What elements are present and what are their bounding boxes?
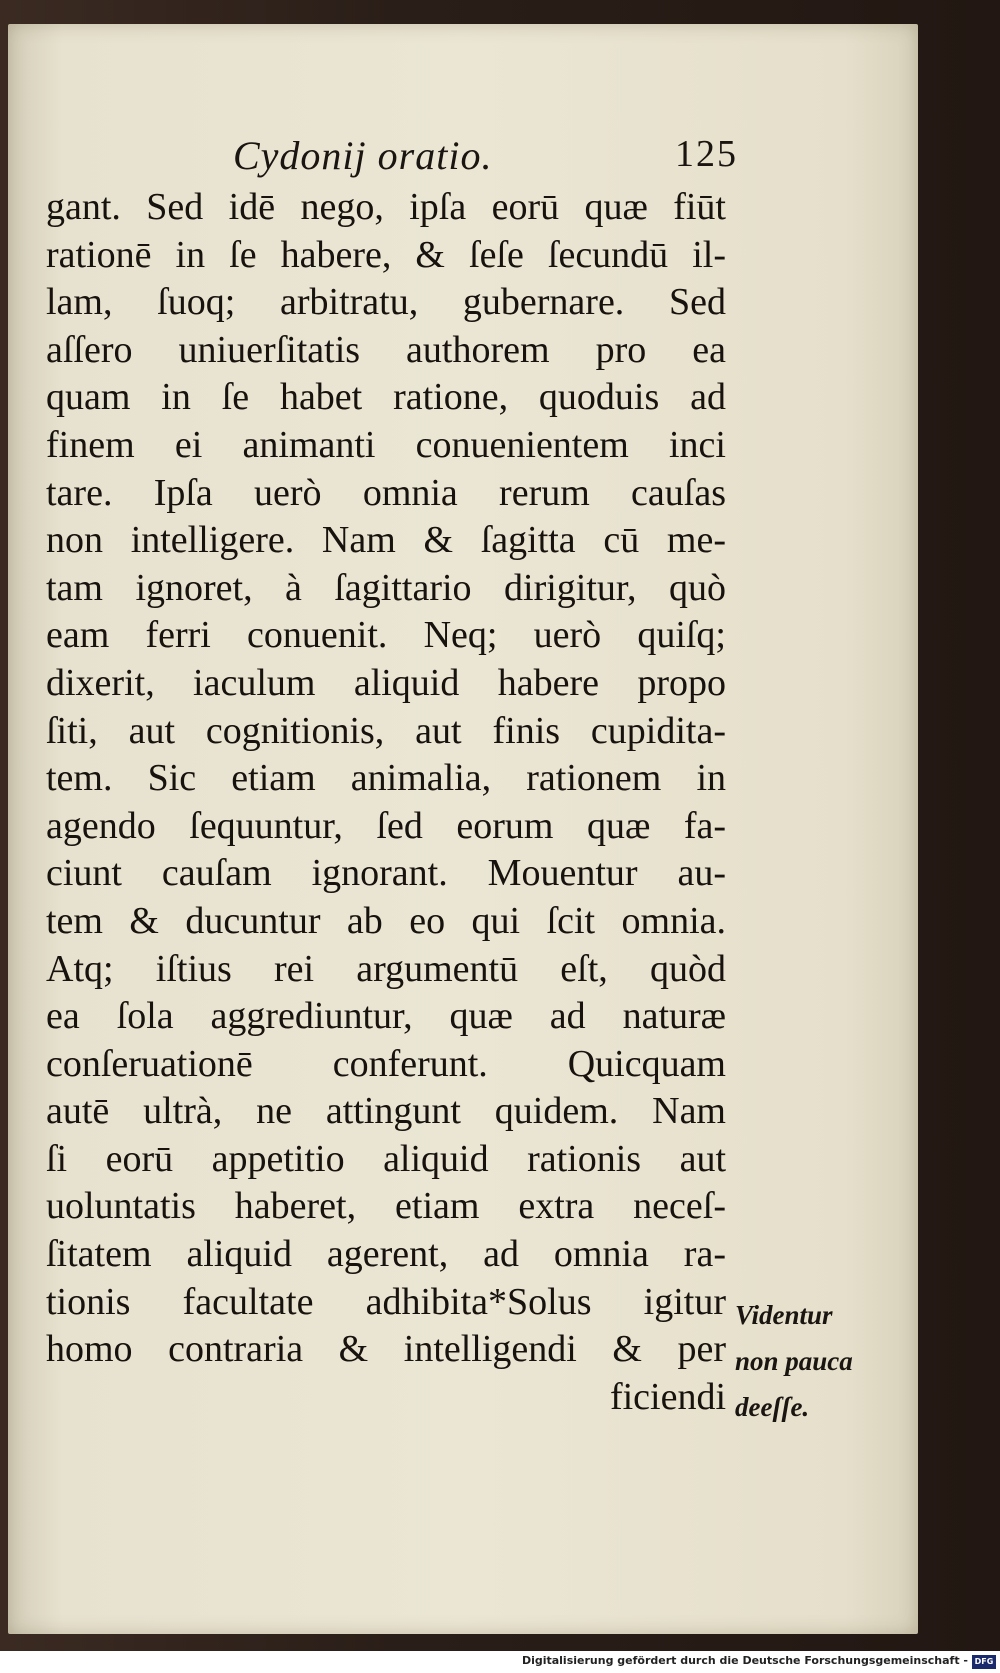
text-line: dixerit, iaculum aliquid habere propo — [46, 661, 726, 704]
text-line: agendo ſequuntur, ſed eorum quæ fa- — [46, 804, 726, 847]
book-page — [8, 24, 918, 1634]
text-line: tare. Ipſa uerò omnia rerum cauſas — [46, 471, 726, 514]
funding-credit: Digitalisierung gefördert durch die Deutsche Forschungsgemeinschaft - — [521, 1654, 968, 1667]
text-line: lam, ſuoq; arbitratu, gubernare. Sed — [46, 281, 726, 324]
body-text — [46, 184, 726, 1421]
digitization-footer — [0, 1651, 1000, 1673]
text-line: non intelligere. Nam & ſagitta cū me- — [46, 519, 726, 562]
text-line: ciunt cauſam ignorant. Mouentur au- — [46, 852, 726, 895]
text-line: ſiti, aut cognitionis, aut finis cupidita- — [46, 709, 726, 752]
page-number: 125 — [675, 133, 738, 175]
marginal-note — [735, 1292, 925, 1430]
marginal-note-line: non pauca — [735, 1346, 853, 1376]
text-line: tem. Sic etiam animalia, rationem in — [46, 757, 726, 800]
text-line: quam in ſe habet ratione, quoduis ad — [46, 376, 726, 419]
text-line: aſſero uniuerſitatis authorem pro ea — [46, 328, 726, 371]
text-line: rationē in ſe habere, & ſeſe ſecundū il- — [46, 233, 726, 276]
text-line: Atq; iſtius rei argumentū eſt, quòd — [46, 947, 726, 990]
text-line: autē ultrà, ne attingunt quidem. Nam — [46, 1090, 726, 1133]
text-line: eam ferri conuenit. Neq; uerò quiſq; — [46, 614, 726, 657]
text-line: finem ei animanti conuenientem inci — [46, 423, 726, 466]
text-line: homo contraria & intelligendi & per — [46, 1328, 726, 1371]
text-line: conſeruationē conferunt. Quicquam — [46, 1042, 726, 1085]
running-head — [233, 132, 738, 182]
text-line: gant. Sed idē nego, ipſa eorū quæ fiūt — [46, 186, 726, 228]
text-line: uoluntatis haberet, etiam extra neceſ- — [46, 1185, 726, 1228]
text-line: ea ſola aggrediuntur, quæ ad naturæ — [46, 995, 726, 1038]
text-line: tam ignoret, à ſagittario dirigitur, quò — [46, 566, 726, 609]
marginal-note-line: Videntur — [735, 1300, 833, 1330]
text-line: tem & ducuntur ab eo qui ſcit omnia. — [46, 899, 726, 942]
running-head-title: Cydonij oratio. — [233, 133, 493, 178]
dfg-logo: DFG — [972, 1655, 996, 1669]
text-line: ſi eorū appetitio aliquid rationis aut — [46, 1137, 726, 1180]
marginal-note-line: deeſſe. — [735, 1392, 810, 1422]
text-line: ſitatem aliquid agerent, ad omnia ra- — [46, 1233, 726, 1276]
text-line-final: ficiendi — [609, 1375, 726, 1418]
text-line: tionis facultate adhibita*Solus igitur — [46, 1280, 726, 1323]
